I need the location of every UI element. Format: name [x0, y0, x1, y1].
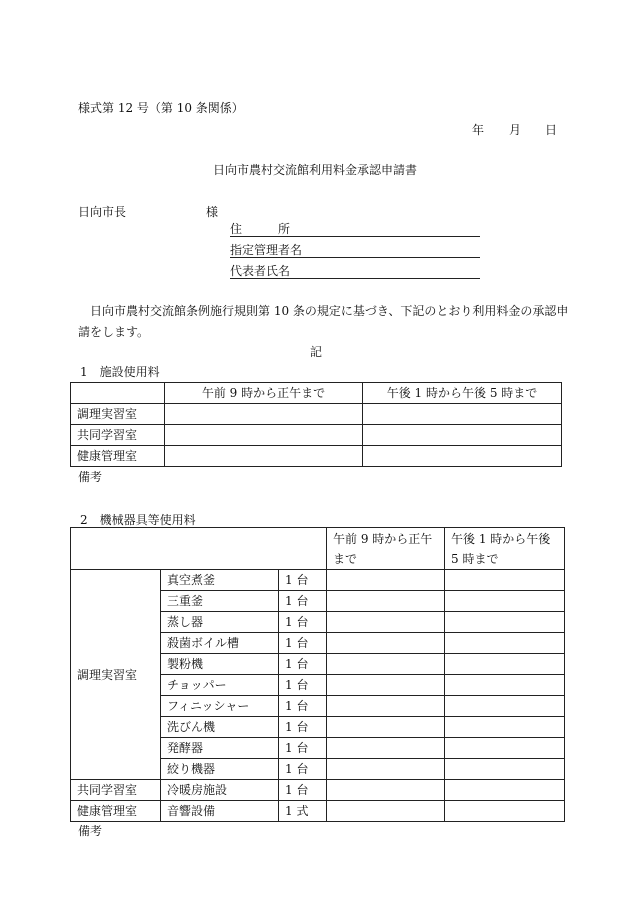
- recipient-honorific: 様: [206, 205, 219, 219]
- table-row: [71, 425, 562, 446]
- body-text-line1: 日向市農村交流館条例施行規則第 10 条の規定に基づき、下記のとおり利用料金の承認申: [90, 304, 569, 318]
- fee-cell[interactable]: [165, 446, 363, 467]
- section2-heading: 2 機械器具等使用料: [80, 513, 196, 527]
- date-day: 日: [545, 123, 558, 137]
- column-header-afternoon: 午後 1 時から午後 5 時まで: [363, 383, 562, 404]
- table-row: [71, 570, 565, 591]
- manager-field-line: [230, 257, 480, 258]
- equipment-name: 三重釜: [161, 591, 279, 612]
- fee-cell[interactable]: [327, 696, 445, 717]
- fee-cell[interactable]: [165, 425, 363, 446]
- fee-cell[interactable]: [445, 675, 565, 696]
- column-header-morning: 午前 9 時から正午まで: [327, 528, 445, 570]
- equipment-name: 蒸し器: [161, 612, 279, 633]
- column-header-afternoon: 午後 1 時から午後 5 時まで: [445, 528, 565, 570]
- group-room-label: 調理実習室: [71, 570, 161, 780]
- fee-cell[interactable]: [445, 654, 565, 675]
- fee-cell[interactable]: [445, 633, 565, 654]
- equipment-name: 音響設備: [161, 801, 279, 822]
- table-row: [71, 780, 565, 801]
- equipment-name: 製粉機: [161, 654, 279, 675]
- table-header-row: [71, 383, 562, 404]
- fee-cell[interactable]: [363, 404, 562, 425]
- fee-cell[interactable]: [445, 759, 565, 780]
- representative-field-line: [230, 278, 480, 279]
- section1-note: 備考: [78, 470, 103, 484]
- section2-note: 備考: [78, 824, 103, 838]
- equipment-name: 真空煮釜: [161, 570, 279, 591]
- equipment-qty: 1 台: [279, 717, 327, 738]
- address-label: 住 所: [230, 222, 291, 236]
- representative-label: 代表者氏名: [230, 264, 291, 278]
- equipment-qty: 1 台: [279, 759, 327, 780]
- room-label: 共同学習室: [71, 780, 161, 801]
- fee-cell[interactable]: [327, 759, 445, 780]
- table-row: [71, 801, 565, 822]
- equipment-qty: 1 台: [279, 591, 327, 612]
- equipment-qty: 1 台: [279, 612, 327, 633]
- equipment-qty: 1 台: [279, 570, 327, 591]
- body-text-line2: 請をします。: [78, 325, 150, 339]
- equipment-qty: 1 台: [279, 654, 327, 675]
- equipment-name: 絞り機器: [161, 759, 279, 780]
- table-cell: [71, 383, 165, 404]
- fee-cell[interactable]: [327, 717, 445, 738]
- equipment-qty: 1 台: [279, 738, 327, 759]
- date-year: 年: [472, 123, 485, 137]
- equipment-qty: 1 台: [279, 633, 327, 654]
- fee-cell[interactable]: [327, 738, 445, 759]
- fee-cell[interactable]: [327, 801, 445, 822]
- date-month: 月: [509, 123, 522, 137]
- fee-cell[interactable]: [327, 612, 445, 633]
- fee-cell[interactable]: [327, 633, 445, 654]
- equipment-name: 冷暖房施設: [161, 780, 279, 801]
- recipient-name: 日向市長: [78, 205, 127, 219]
- equipment-qty: 1 台: [279, 780, 327, 801]
- fee-cell[interactable]: [327, 654, 445, 675]
- facility-fee-table: [70, 382, 562, 467]
- equipment-name: 発酵器: [161, 738, 279, 759]
- equipment-name: 殺菌ボイル槽: [161, 633, 279, 654]
- equipment-name: チョッパー: [161, 675, 279, 696]
- document-title: 日向市農村交流館利用料金承認申請書: [212, 163, 417, 177]
- column-header-morning: 午前 9 時から正午まで: [165, 383, 363, 404]
- manager-label: 指定管理者名: [230, 243, 303, 257]
- form-number: 様式第 12 号（第 10 条関係）: [78, 101, 244, 115]
- address-field-line: [230, 236, 480, 237]
- section1-heading: 1 施設使用料: [80, 365, 160, 379]
- fee-cell[interactable]: [363, 425, 562, 446]
- fee-cell[interactable]: [445, 696, 565, 717]
- table-cell: [71, 528, 327, 570]
- fee-cell[interactable]: [445, 780, 565, 801]
- row-label-study-room: 共同学習室: [71, 425, 165, 446]
- fee-cell[interactable]: [327, 591, 445, 612]
- fee-cell[interactable]: [363, 446, 562, 467]
- fee-cell[interactable]: [327, 570, 445, 591]
- row-label-cooking-room: 調理実習室: [71, 404, 165, 425]
- ki-label: 記: [310, 345, 323, 359]
- table-row: [71, 404, 562, 425]
- equipment-name: 洗びん機: [161, 717, 279, 738]
- equipment-qty: 1 台: [279, 675, 327, 696]
- fee-cell[interactable]: [165, 404, 363, 425]
- fee-cell[interactable]: [445, 570, 565, 591]
- equipment-fee-table: [70, 527, 565, 822]
- row-label-health-room: 健康管理室: [71, 446, 165, 467]
- fee-cell[interactable]: [445, 612, 565, 633]
- equipment-name: フィニッシャー: [161, 696, 279, 717]
- fee-cell[interactable]: [445, 591, 565, 612]
- fee-cell[interactable]: [445, 717, 565, 738]
- table-row: [71, 446, 562, 467]
- equipment-qty: 1 式: [279, 801, 327, 822]
- room-label: 健康管理室: [71, 801, 161, 822]
- fee-cell[interactable]: [445, 738, 565, 759]
- equipment-qty: 1 台: [279, 696, 327, 717]
- table-header-row: [71, 528, 565, 570]
- fee-cell[interactable]: [327, 675, 445, 696]
- fee-cell[interactable]: [445, 801, 565, 822]
- fee-cell[interactable]: [327, 780, 445, 801]
